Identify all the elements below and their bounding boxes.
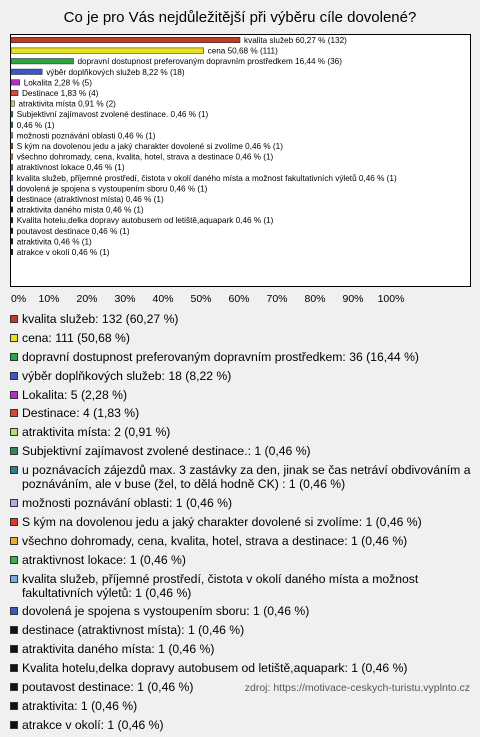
legend-swatch [10,353,18,361]
legend-item [8,642,474,656]
bar-7 [11,112,13,117]
bar-label-17: Kvalita hotelu,delka dopravy autobusem od letiště,aquapark 0,46 % (1) [16,216,274,226]
bar-15 [11,196,13,201]
legend-swatch [10,537,18,545]
x-tick-label-0: 0% [11,293,27,305]
bar-11 [11,154,13,159]
legend-label: Destinace: 4 (1,83 %) [22,406,140,421]
source-credit: zdroj: https://motivace-ceskych-turistu.vyplnto.cz [244,682,470,694]
legend-item [8,572,474,600]
legend-label: dopravní dostupnost preferovaným dopravním prostředkem: 36 (16,44 %) [22,349,419,364]
legend-label: kvalita služeb: 132 (60,27 %) [22,312,179,326]
legend-item [8,604,474,618]
bar-1 [11,48,204,53]
legend-swatch [10,447,18,455]
legend-swatch [10,607,18,615]
x-tick-label-6: 60% [228,293,250,305]
bar-13 [11,175,13,180]
legend-label: kvalita služeb, příjemné prostředí, čistota v okolí daného místa a možnost fakultativních výletů: 1 (0,46 %) [22,571,419,600]
bar-label-6: atraktivita místa 0,91 % (2) [18,99,116,109]
legend-item [8,444,474,458]
bar-label-13: kvalita služeb, příjemné prostředí, čistota v okolí daného místa a možnost fakultativních výletů 0,46 % (1) [16,173,397,183]
bar-0 [11,37,240,42]
bar-label-3: výběr doplňkových služeb 8,22 % (18) [46,67,185,77]
bar-label-8: 0,46 % (1) [16,120,55,130]
legend-label: Lokalita: 5 (2,28 %) [22,387,128,402]
legend-swatch [10,499,18,507]
legend-item [8,534,474,548]
legend-label: Kvalita hotelu,delka dopravy autobusem od letiště,aquapark: 1 (0,46 %) [22,661,408,676]
bar-9 [11,133,13,138]
legend-item [8,425,474,439]
bar-label-19: atraktivita 0,46 % (1) [16,237,92,247]
legend-swatch [10,683,18,691]
legend-item [8,331,474,345]
legend-label: cena: 111 (50,68 %) [22,330,130,345]
bar-label-0: kvalita služeb 60,27 % (132) [244,36,347,45]
bar-19 [11,239,13,244]
legend-item [8,699,474,713]
legend-item [8,369,474,383]
legend-item [8,623,474,637]
legend-item [8,718,474,732]
bar-2 [11,59,74,64]
legend-item [8,312,474,326]
legend-item [8,553,474,567]
legend-label: výběr doplňkových služeb: 18 (8,22 %) [22,368,232,383]
legend-swatch [10,409,18,417]
legend-label: S kým na dovolenou jedu a jaký charakter dovolené si zvolíme: 1 (0,46 %) [22,514,422,529]
x-tick-label-5: 50% [190,293,212,305]
x-tick-label-10: 100% [377,293,405,305]
chart-title: Co je pro Vás nejdůležitější při výběru cíle dovolené? [63,9,417,26]
legend-label: atraktivita: 1 (0,46 %) [22,698,138,713]
bar-label-12: atraktivnost lokace 0,46 % (1) [16,163,125,173]
legend-label: atraktivita daného místa: 1 (0,46 %) [22,642,215,657]
legend-swatch [10,518,18,526]
x-tick-label-2: 20% [76,293,98,305]
bar-label-20: atrakce v okolí 0,46 % (1) [16,248,110,257]
legend-swatch [10,334,18,342]
legend-swatch [10,702,18,710]
bar-18 [11,228,13,233]
bar-label-11: všechno dohromady, cena, kvalita, hotel, strava a destinace 0,46 % (1) [16,152,274,162]
legend-swatch [10,391,18,399]
legend-item [8,406,474,420]
bar-label-5: Destinace 1,83 % (4) [22,89,99,98]
bar-label-2: dopravní dostupnost preferovaným dopravním prostředkem 16,44 % (36) [77,57,342,67]
bar-5 [11,90,18,95]
bar-16 [11,207,13,212]
legend-swatch [10,664,18,672]
legend-swatch [10,428,18,436]
bar-8 [11,122,13,127]
bar-3 [11,69,42,74]
legend-item [8,496,474,510]
legend-swatch [10,315,18,323]
legend [8,312,474,737]
legend-label: poutavost destinace: 1 (0,46 %) [22,680,194,695]
bar-14 [11,186,13,191]
bar-label-9: možnosti poznávání oblasti 0,46 % (1) [16,131,156,141]
bar-label-18: poutavost destinace 0,46 % (1) [16,226,130,236]
x-tick-label-9: 90% [342,293,364,305]
bar-label-16: atraktivita daného místa 0,46 % (1) [16,205,144,215]
legend-label: destinace (atraktivnost místa): 1 (0,46 %) [22,623,245,638]
legend-label: atraktivita místa: 2 (0,91 %) [22,425,171,440]
bar-label-4: Lokalita 2,28 % (5) [23,78,92,88]
legend-label: atraktivnost lokace: 1 (0,46 %) [22,552,186,567]
bar-label-10: S kým na dovolenou jedu a jaký charakter dovolené si zvolíme 0,46 % (1) [16,142,283,151]
bar-17 [11,218,13,223]
bar-6 [11,101,15,106]
legend-swatch [10,556,18,564]
legend-label: dovolená je spojena s vystoupením sboru: 1 (0,46 %) [22,604,310,619]
x-tick-label-4: 40% [152,293,174,305]
bar-12 [11,165,13,170]
legend-label: atrakce v okolí: 1 (0,46 %) [22,717,164,732]
legend-swatch [10,575,18,583]
x-tick-label-7: 70% [266,293,288,305]
bar-label-1: cena 50,68 % (111) [207,46,278,56]
legend-swatch [10,721,18,729]
bar-10 [11,143,13,148]
legend-item [8,463,474,491]
legend-label: možnosti poznávání oblasti: 1 (0,46 %) [22,496,233,511]
bar-chart [0,0,480,310]
legend-item [8,350,474,364]
x-tick-label-1: 10% [38,293,60,305]
bar-label-15: destinace (atraktivnost místa) 0,46 % (1) [16,195,164,204]
legend-swatch [10,372,18,380]
bar-label-7: Subjektivní zajímavost zvolené destinace. 0,46 % (1) [16,110,209,120]
bar-label-14: dovolená je spojena s vystoupením sboru 0,46 % (1) [16,184,208,194]
bar-20 [11,249,13,254]
legend-swatch [10,645,18,653]
legend-label: Subjektivní zajímavost zvolené destinace.: 1 (0,46 %) [22,444,311,459]
legend-swatch [10,466,18,474]
bar-4 [11,80,20,85]
x-tick-label-3: 30% [114,293,136,305]
legend-item [8,515,474,529]
legend-item [8,661,474,675]
legend-swatch [10,626,18,634]
x-tick-label-8: 80% [304,293,326,305]
legend-item [8,388,474,402]
legend-label: u poznávacích zájezdů max. 3 zastávky za den, jinak se čas netráví obdivováním a poznáváním, ale v buse (žel, to dělá hodně CK) : 1 (0,46 %) [22,463,471,492]
legend-label: všechno dohromady, cena, kvalita, hotel, strava a destinace: 1 (0,46 %) [22,533,408,548]
